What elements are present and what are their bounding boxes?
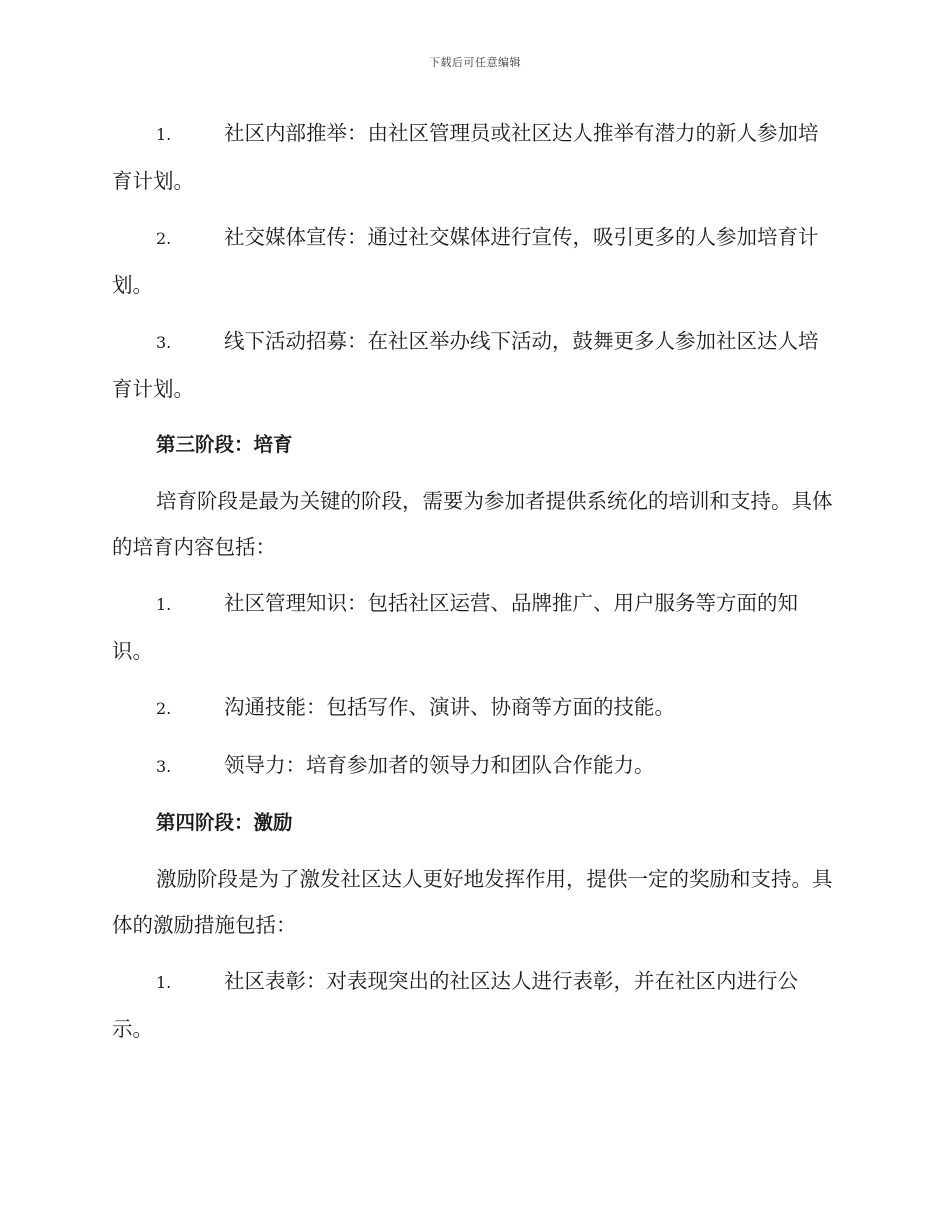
list-item [112,742,836,790]
list-text: 社区管理知识：包括社区运营、品牌推广、用户服务等方面的知识。 [112,591,798,663]
section-intro-stage3: 培育阶段是最为关键的阶段，需要为参加者提供系统化的培训和支持。具体的培育内容包括： [112,489,833,559]
list-number: 1. [156,125,172,144]
list-number: 2. [156,699,172,718]
list-text: 领导力：培育参加者的领导力和团队合作能力。 [224,753,655,777]
list-text: 社区内部推举：由社区管理员或社区达人推举有潜力的新人参加培育计划。 [112,121,819,193]
document-body [112,110,836,1062]
list-text: 线下活动招募：在社区举办线下活动，鼓舞更多人参加社区达人培育计划。 [112,329,819,401]
list-item [112,580,836,674]
list-item [112,318,836,412]
list-number: 1. [156,595,172,614]
section-heading-stage3: 第三阶段：培育 [156,433,293,456]
page-header: 下载后可任意编辑 [429,56,521,69]
list-number: 1. [156,973,172,992]
list-number: 3. [156,757,172,776]
list-text: 沟通技能：包括写作、演讲、协商等方面的技能。 [224,695,675,719]
list-item [112,214,836,308]
section-heading-stage4: 第四阶段：激励 [156,811,293,834]
list-number: 3. [156,333,172,352]
list-text: 社交媒体宣传：通过社交媒体进行宣传，吸引更多的人参加培育计划。 [112,225,819,297]
list-item [112,110,836,204]
list-item [112,684,836,732]
section-intro-stage4: 激励阶段是为了激发社区达人更好地发挥作用，提供一定的奖励和支持。具体的激励措施包括： [112,867,833,937]
list-item [112,958,836,1052]
list-text: 社区表彰：对表现突出的社区达人进行表彰，并在社区内进行公示。 [112,969,798,1041]
list-number: 2. [156,229,172,248]
